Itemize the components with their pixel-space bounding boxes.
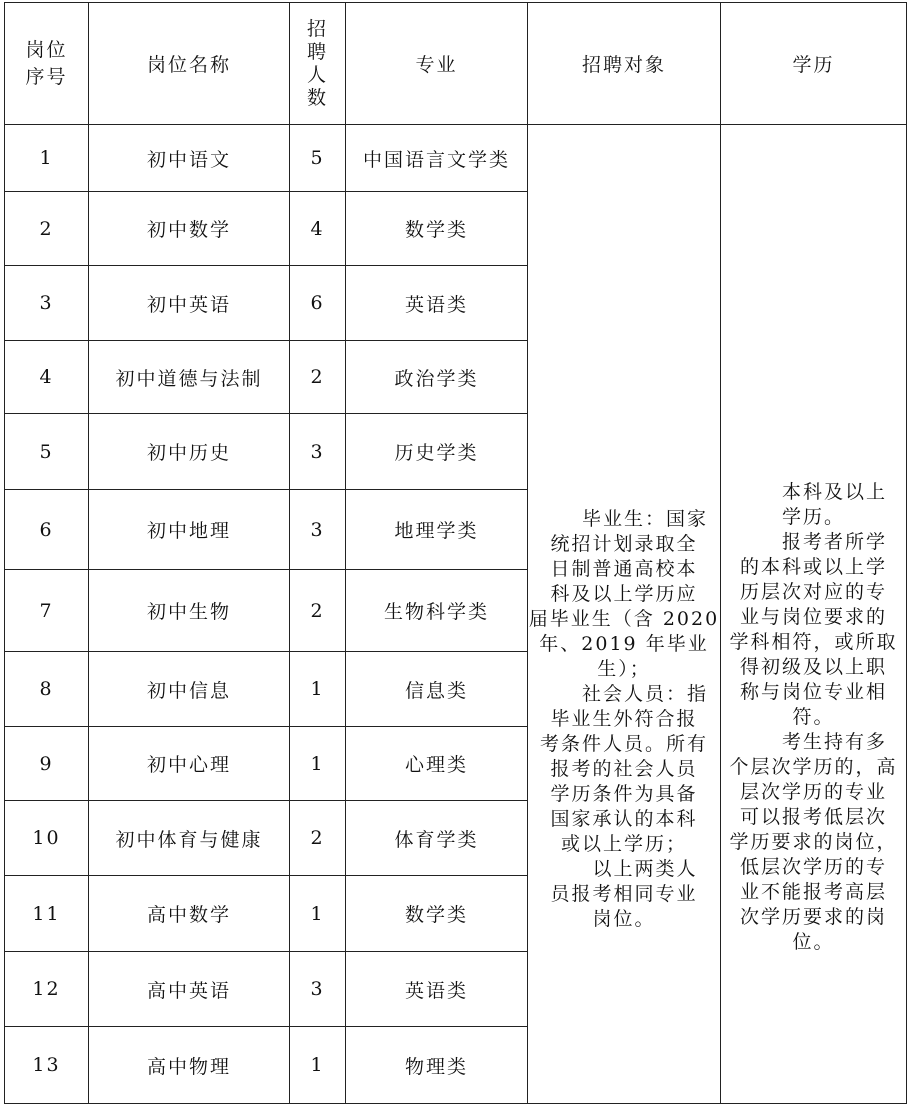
cell-major: 历史学类 xyxy=(346,414,528,490)
cell-seq: 10 xyxy=(5,801,89,876)
header-education: 学历 xyxy=(721,3,907,125)
cell-count: 1 xyxy=(290,652,346,727)
cell-seq: 2 xyxy=(5,192,89,266)
cell-major: 地理学类 xyxy=(346,490,528,570)
cell-education: 本科及以上 学历。 报考者所学 的本科或以上学 历层次对应的专 业与岗位要求的 学科相符，或所取 得初级及以上职 称与岗位专业相 符。 考生持有多 个层次学历的，高 层次学历的专业 可以报考低层次 学历要求的岗位， 低层次学历的专 业不能报考高层 次学历要求的岗 位。 xyxy=(721,125,907,1104)
cell-count: 4 xyxy=(290,192,346,266)
cell-name: 高中物理 xyxy=(89,1027,290,1104)
cell-seq: 7 xyxy=(5,570,89,652)
cell-seq: 4 xyxy=(5,341,89,414)
cell-name: 初中心理 xyxy=(89,727,290,801)
cell-seq: 13 xyxy=(5,1027,89,1104)
header-row xyxy=(5,3,907,125)
cell-seq: 1 xyxy=(5,125,89,192)
cell-name: 初中体育与健康 xyxy=(89,801,290,876)
cell-name: 高中英语 xyxy=(89,952,290,1027)
cell-major: 心理类 xyxy=(346,727,528,801)
cell-seq: 11 xyxy=(5,876,89,952)
cell-major: 信息类 xyxy=(346,652,528,727)
cell-name: 初中信息 xyxy=(89,652,290,727)
cell-major: 数学类 xyxy=(346,876,528,952)
cell-major: 政治学类 xyxy=(346,341,528,414)
cell-seq: 9 xyxy=(5,727,89,801)
header-name: 岗位名称 xyxy=(89,3,290,125)
cell-major: 英语类 xyxy=(346,952,528,1027)
cell-seq: 5 xyxy=(5,414,89,490)
cell-name: 初中道德与法制 xyxy=(89,341,290,414)
table-row xyxy=(5,125,907,192)
cell-count: 1 xyxy=(290,1027,346,1104)
cell-name: 初中数学 xyxy=(89,192,290,266)
cell-major: 英语类 xyxy=(346,266,528,341)
cell-count: 5 xyxy=(290,125,346,192)
header-major: 专业 xyxy=(346,3,528,125)
cell-count: 2 xyxy=(290,341,346,414)
cell-major: 物理类 xyxy=(346,1027,528,1104)
cell-name: 初中生物 xyxy=(89,570,290,652)
recruitment-table xyxy=(4,2,907,1104)
header-count: 招 聘 人 数 xyxy=(290,3,346,125)
cell-count: 1 xyxy=(290,727,346,801)
cell-name: 初中英语 xyxy=(89,266,290,341)
cell-seq: 8 xyxy=(5,652,89,727)
cell-seq: 3 xyxy=(5,266,89,341)
cell-major: 中国语言文学类 xyxy=(346,125,528,192)
header-seq: 岗位 序号 xyxy=(5,3,89,125)
cell-major: 体育学类 xyxy=(346,801,528,876)
cell-name: 高中数学 xyxy=(89,876,290,952)
cell-target: 毕业生：国家 统招计划录取全 日制普通高校本 科及以上学历应 届毕业生（含 2020 年、2019 年毕业 生）； 社会人员：指 毕业生外符合报 考条件人员。所有 报考的社会人员 学历条件为具备 国家承认的本科 或以上学历； 以上两类人 员报考相同专业 岗位。 xyxy=(528,125,721,1104)
cell-name: 初中地理 xyxy=(89,490,290,570)
header-target: 招聘对象 xyxy=(528,3,721,125)
cell-count: 3 xyxy=(290,952,346,1027)
cell-seq: 6 xyxy=(5,490,89,570)
cell-count: 3 xyxy=(290,490,346,570)
cell-name: 初中语文 xyxy=(89,125,290,192)
cell-major: 数学类 xyxy=(346,192,528,266)
cell-major: 生物科学类 xyxy=(346,570,528,652)
cell-count: 2 xyxy=(290,801,346,876)
cell-seq: 12 xyxy=(5,952,89,1027)
cell-count: 3 xyxy=(290,414,346,490)
cell-count: 6 xyxy=(290,266,346,341)
cell-count: 2 xyxy=(290,570,346,652)
cell-name: 初中历史 xyxy=(89,414,290,490)
cell-count: 1 xyxy=(290,876,346,952)
